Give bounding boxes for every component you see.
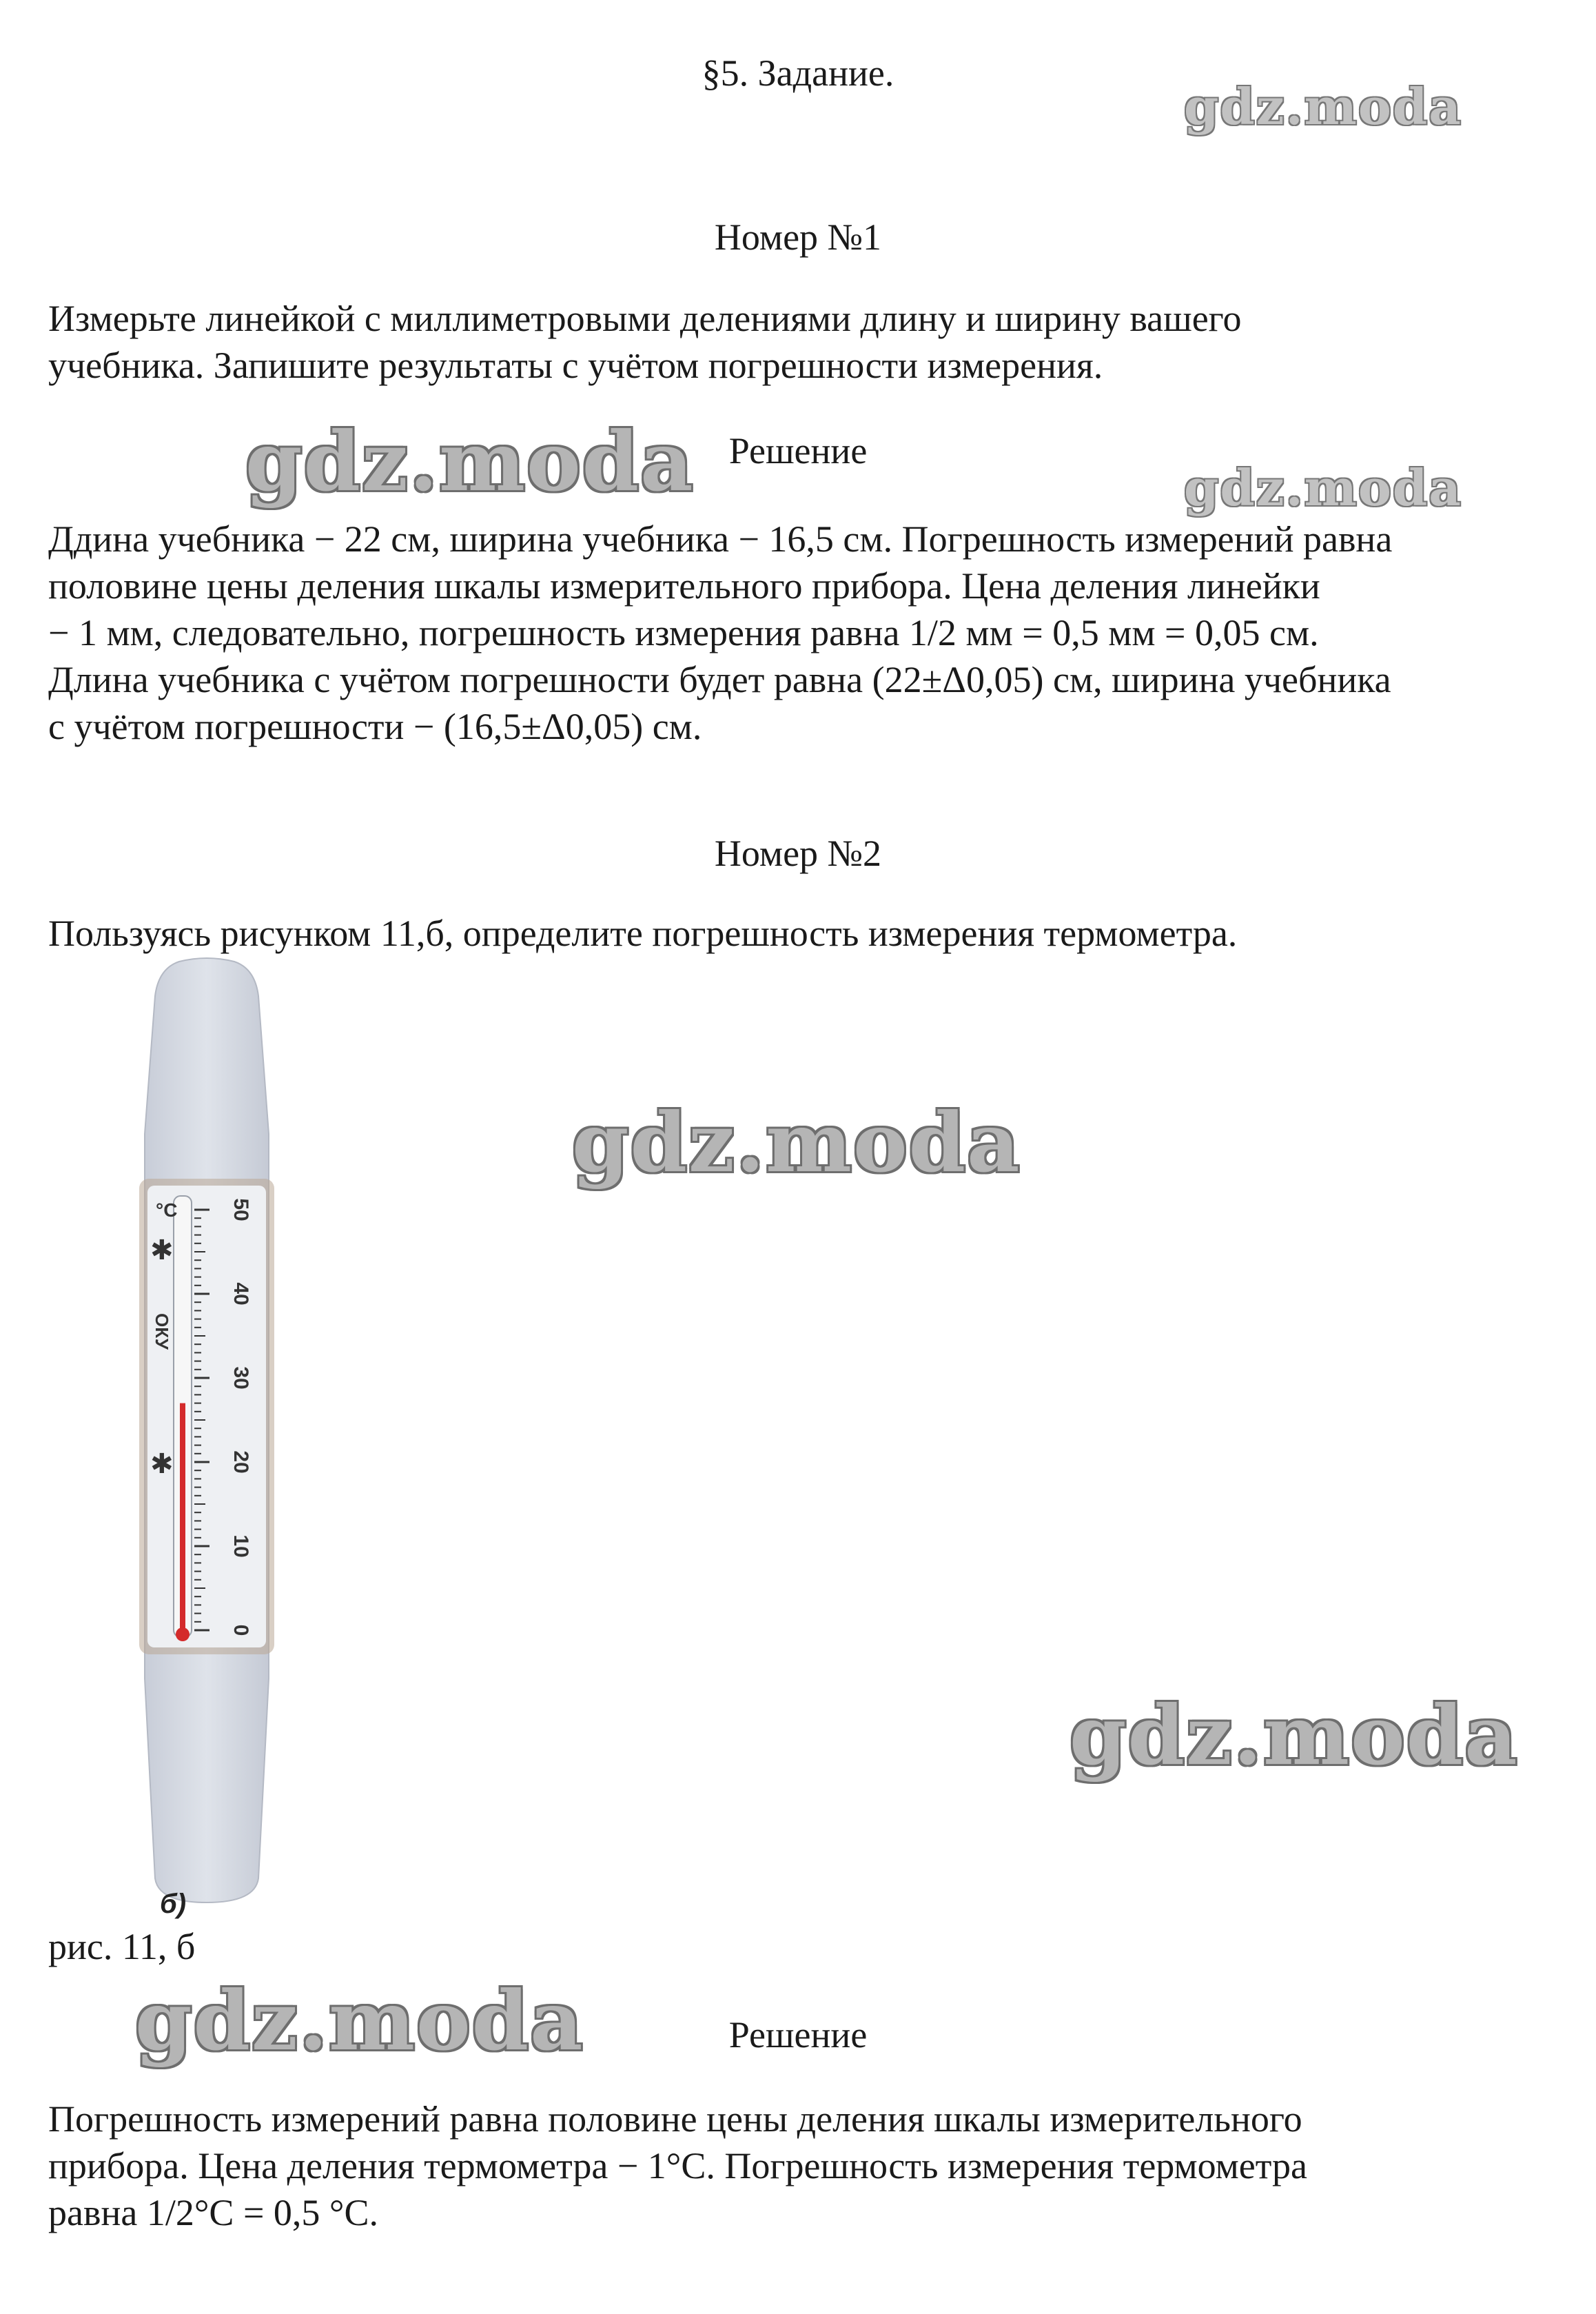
sun-icon: ✱ — [150, 1448, 174, 1480]
watermark: gdz.moda — [1070, 1687, 1519, 1783]
task1-solution-line: половине цены деления шкалы измерительного прибора. Цена деления линейки — [48, 565, 1320, 607]
task2-question-line: Пользуясь рисунком 11,б, определите погрешность измерения термометра. — [48, 913, 1238, 954]
task2-solution — [48, 2095, 1551, 2236]
thermometer-unit: °C — [156, 1199, 178, 1221]
scale-label: 30 — [229, 1366, 252, 1390]
task2-solution-line: Погрешность измерений равна половине цены деления шкалы измерительного — [48, 2098, 1302, 2140]
thermometer-brand: ОКУ — [152, 1313, 172, 1350]
scale-label: 0 — [229, 1624, 252, 1636]
thermometer-liquid — [180, 1403, 185, 1630]
task1-solution-line: Длина учебника с учётом погрешности будет равна (22±Δ0,05) см, ширина учебника — [48, 659, 1391, 700]
task1-number: Номер №1 — [714, 216, 882, 258]
scale-label: 40 — [229, 1282, 252, 1306]
task1-solution-title: Решение — [728, 430, 868, 471]
sun-icon: ✱ — [150, 1235, 174, 1266]
watermark: gdz.moda — [1184, 458, 1462, 517]
thermometer-image — [131, 955, 283, 1906]
task2-solution-line: равна 1/2°С = 0,5 °С. — [48, 2192, 379, 2233]
watermark: gdz.moda — [572, 1095, 1021, 1190]
figure-caption: рис. 11, б — [48, 1926, 196, 1967]
task2-number: Номер №2 — [714, 833, 882, 874]
task1-question — [48, 295, 1551, 389]
figure-label: б) — [160, 1889, 187, 1919]
scale-label: 10 — [229, 1534, 252, 1558]
task1-question-line: учебника. Запишите результаты с учётом погрешности измерения. — [48, 345, 1103, 386]
scale-label: 20 — [229, 1450, 252, 1474]
task2-solution-title: Решение — [728, 2014, 868, 2056]
task1-solution — [48, 516, 1551, 750]
thermometer-bulb — [176, 1627, 190, 1641]
task2-solution-line: прибора. Цена деления термометра − 1°С. Погрешность измерения термометра — [48, 2145, 1307, 2186]
task2-question — [48, 910, 1551, 957]
task1-solution-line: с учётом погрешности − (16,5±Δ0,05) см. — [48, 706, 702, 747]
task1-question-line: Измерьте линейкой с миллиметровыми делениями длину и ширину вашего — [48, 298, 1242, 339]
scale-label: 50 — [229, 1198, 252, 1221]
task1-solution-line: − 1 мм, следовательно, погрешность измерения равна 1/2 мм = 0,5 мм = 0,05 см. — [48, 612, 1319, 653]
watermark: gdz.moda — [1184, 77, 1462, 136]
task1-solution-line: Ддина учебника − 22 см, ширина учебника − 16,5 см. Погрешность измерений равна — [48, 518, 1393, 560]
watermark: gdz.moda — [245, 414, 695, 509]
watermark: gdz.moda — [135, 1973, 584, 2069]
page-title: §5. Задание. — [702, 52, 894, 94]
